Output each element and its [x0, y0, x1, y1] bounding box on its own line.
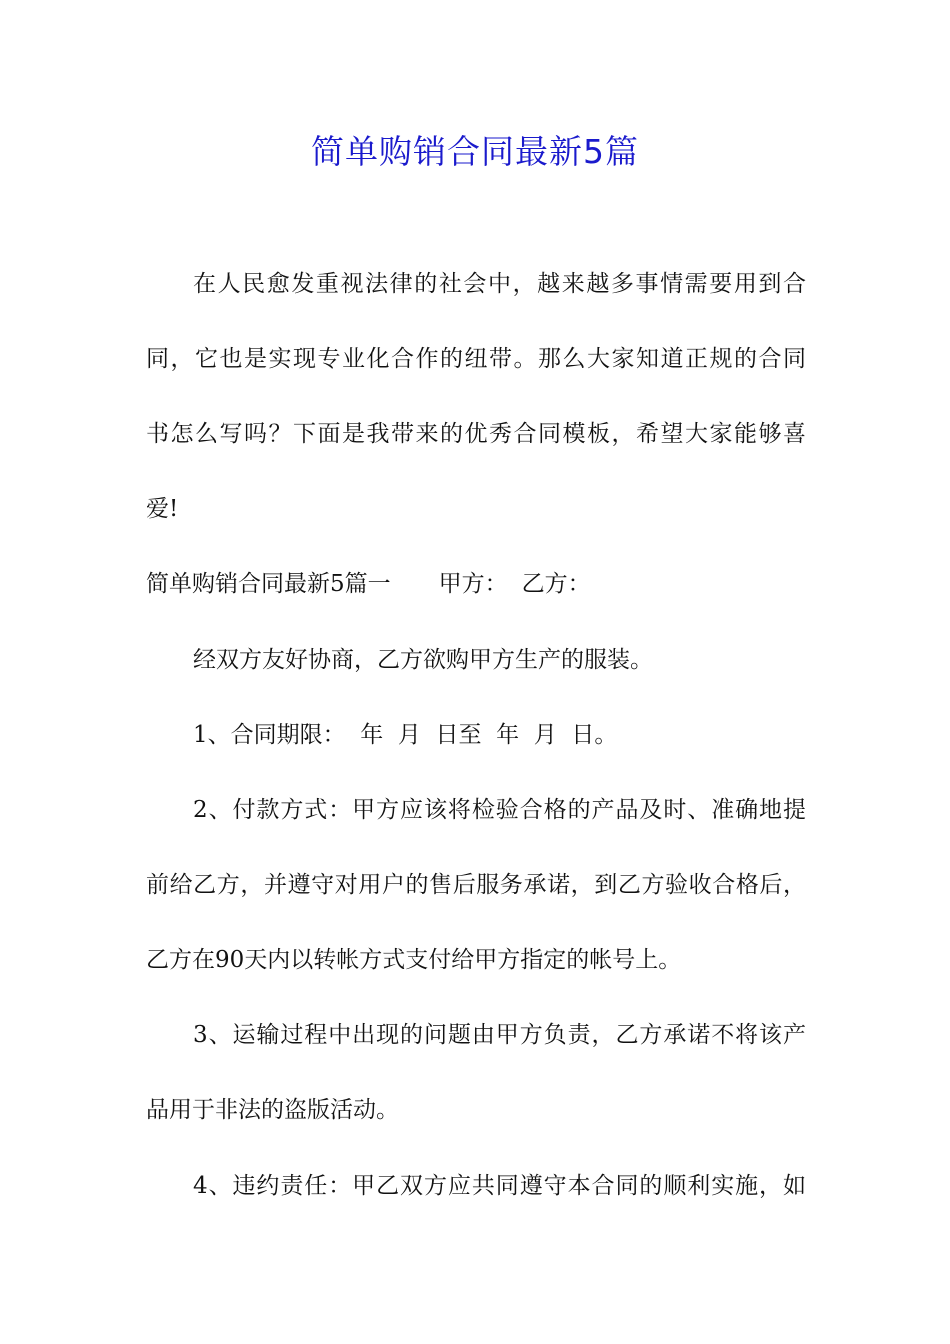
section-heading-line	[146, 562, 806, 606]
body-line-2: 1、合同期限： 年 月 日至 年 月 日。	[193, 722, 618, 748]
body-line-4: 前给乙方，并遵守对用户的售后服务承诺，到乙方验收合格后，	[146, 872, 806, 898]
party-a-label: 甲方：	[438, 571, 508, 597]
body-line-6: 3、运输过程中出现的问题由甲方负责，乙方承诺不将该产	[193, 1022, 806, 1048]
intro-line-3: 书怎么写吗？下面是我带来的优秀合同模板，希望大家能够喜	[146, 421, 806, 447]
body-line-1: 经双方友好协商，乙方欲购甲方生产的服装。	[193, 647, 653, 673]
body-line-7: 品用于非法的盗版活动。	[146, 1097, 399, 1123]
intro-line-1: 在人民愈发重视法律的社会中，越来越多事情需要用到合	[193, 271, 806, 297]
intro-line-2: 同，它也是实现专业化合作的纽带。那么大家知道正规的合同	[146, 346, 806, 372]
intro-line-4: 爱!	[146, 496, 179, 522]
body-line-5: 乙方在90天内以转帐方式支付给甲方指定的帐号上。	[146, 947, 682, 973]
section-heading: 简单购销合同最新5篇一	[146, 571, 391, 597]
body-line-8: 4、违约责任：甲乙双方应共同遵守本合同的顺利实施，如	[193, 1173, 806, 1199]
party-b-label: 乙方：	[521, 571, 591, 597]
document-title: 简单购销合同最新5篇	[311, 132, 639, 171]
body-line-3: 2、付款方式：甲方应该将检验合格的产品及时、准确地提	[193, 797, 806, 823]
